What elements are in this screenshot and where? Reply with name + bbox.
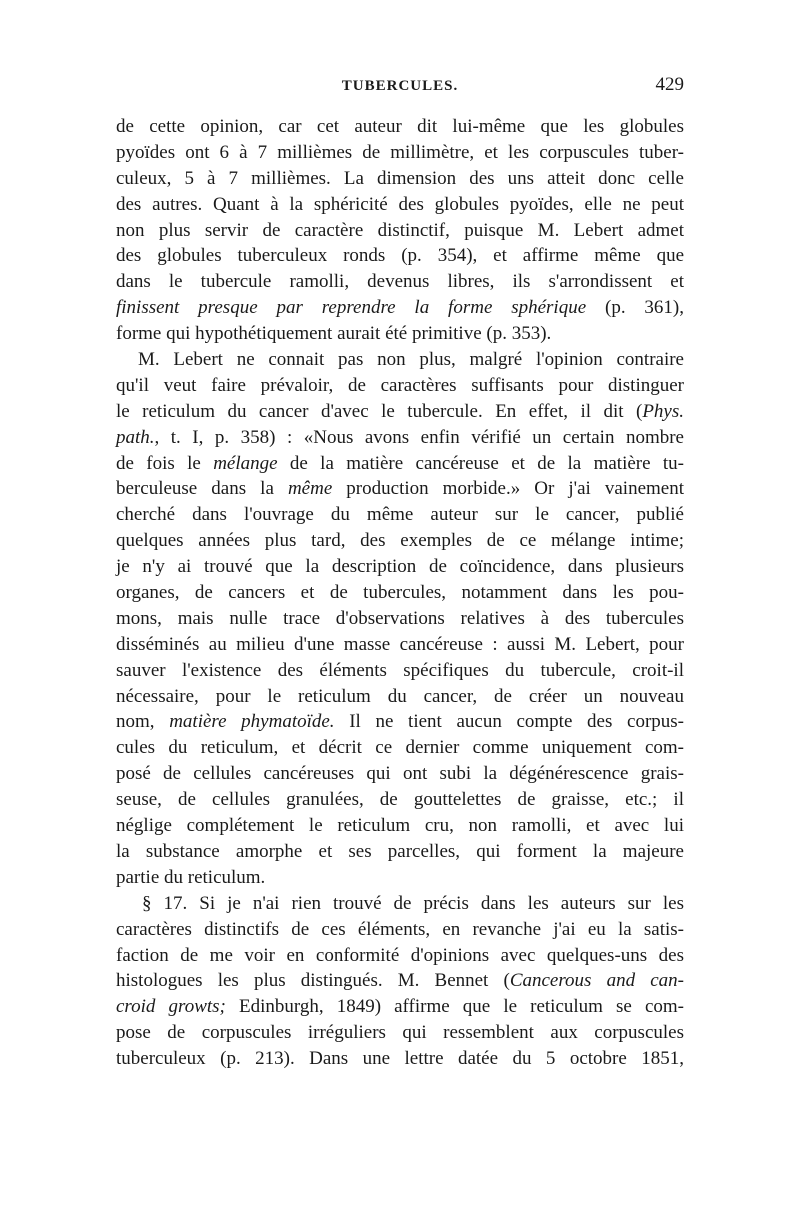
text-line: cherché dans l'ouvrage du même auteur sur le cancer, publié: [116, 504, 684, 526]
text-line: mons, mais nulle trace d'observations relatives à des tubercules: [116, 607, 684, 629]
text-line: de fois le mélange de la matière cancéreuse et de la matière tu-: [116, 452, 684, 474]
text-line: quelques années plus tard, des exemples de ce mélange intime;: [116, 530, 684, 552]
italic-phrase: mélange: [213, 452, 278, 474]
page-header: [116, 72, 684, 106]
text-line: de cette opinion, car cet auteur dit lui-même que les globules: [116, 116, 684, 137]
text-line: des autres. Quant à la sphéricité des globules pyoïdes, elle ne peut: [116, 193, 684, 215]
text-line: partie du reticulum.: [116, 866, 266, 888]
text-line: pose de corpuscules irréguliers qui ressemblent aux corpuscules: [116, 1022, 684, 1044]
page-number: 429: [655, 74, 684, 95]
text-line: le reticulum du cancer d'avec le tubercule. En effet, il dit (Phys.: [116, 400, 684, 422]
text-line: tuberculeux (p. 213). Dans une lettre datée du 5 octobre 1851,: [116, 1048, 684, 1070]
text-line: faction de me voir en conformité d'opinions avec quelques-uns des: [116, 944, 684, 966]
text-line: cules du reticulum, et décrit ce dernier comme uniquement com-: [116, 737, 684, 759]
text-line: des globules tuberculeux ronds (p. 354), et affirme même que: [116, 245, 684, 267]
text-line: qu'il veut faire prévaloir, de caractères suffisants pour distinguer: [116, 374, 684, 396]
running-title: TUBERCULES.: [341, 78, 459, 94]
text-line: histologues les plus distingués. M. Bennet (Cancerous and can-: [116, 970, 684, 992]
text-line: forme qui hypothétiquement aurait été primitive (p. 353).: [116, 323, 552, 345]
text-line: néglige complétement le reticulum cru, non ramolli, et avec lui: [116, 815, 684, 837]
text-line: sauver l'existence des éléments spécifiques du tubercule, croit-il: [116, 659, 684, 681]
italic-phrase: Phys.: [642, 400, 684, 422]
paragraph-start-line: § 17. Si je n'ai rien trouvé de précis dans les auteurs sur les: [142, 892, 684, 914]
text-line: finissent presque par reprendre la forme sphérique (p. 361),: [116, 297, 684, 319]
text-line: organes, de cancers et de tubercules, notamment dans les pou-: [116, 582, 684, 604]
text-line: dans le tubercule ramolli, devenus libres, ils s'arrondissent et: [116, 271, 684, 293]
text-line: disséminés au milieu d'une masse cancéreuse : aussi M. Lebert, pour: [116, 633, 684, 655]
text-line: croid growts; Edinburgh, 1849) affirme que le reticulum se com-: [116, 996, 685, 1018]
text-line: path., t. I, p. 358) : «Nous avons enfin vérifié un certain nombre: [116, 426, 684, 448]
text-line: seuse, de cellules granulées, de gouttelettes de graisse, etc.; il: [116, 789, 684, 811]
text-line: caractères distinctifs de ces éléments, en revanche j'ai eu la satis-: [116, 918, 684, 940]
text-line: nécessaire, pour le reticulum du cancer, de créer un nouveau: [116, 685, 684, 707]
text-line: pyoïdes ont 6 à 7 millièmes de millimètre, et les corpuscules tuber-: [116, 141, 684, 163]
text-line: posé de cellules cancéreuses qui ont subi la dégénérescence grais-: [116, 763, 684, 785]
italic-phrase: finissent presque par reprendre la forme sphérique: [116, 297, 587, 319]
italic-phrase: Cancerous and can-: [509, 970, 684, 992]
text-line: non plus servir de caractère distinctif, puisque M. Lebert admet: [116, 219, 684, 241]
italic-phrase: path.: [116, 426, 155, 448]
body-text: [116, 114, 684, 1072]
text-line: culeux, 5 à 7 millièmes. La dimension des uns atteit donc celle: [116, 167, 684, 189]
paragraph-start-line: M. Lebert ne connait pas non plus, malgré l'opinion contraire: [138, 349, 684, 371]
italic-phrase: même: [287, 478, 333, 500]
text-line: je n'y ai trouvé que la description de coïncidence, dans plusieurs: [116, 556, 684, 578]
italic-phrase: matière phymatoïde.: [169, 711, 335, 733]
text-line: la substance amorphe et ses parcelles, qui forment la majeure: [116, 840, 684, 862]
text-line: nom, matière phymatoïde. Il ne tient aucun compte des corpus-: [116, 711, 684, 733]
italic-phrase: croid growts;: [116, 996, 226, 1018]
text-line: berculeuse dans la même production morbide.» Or j'ai vainement: [116, 478, 684, 500]
